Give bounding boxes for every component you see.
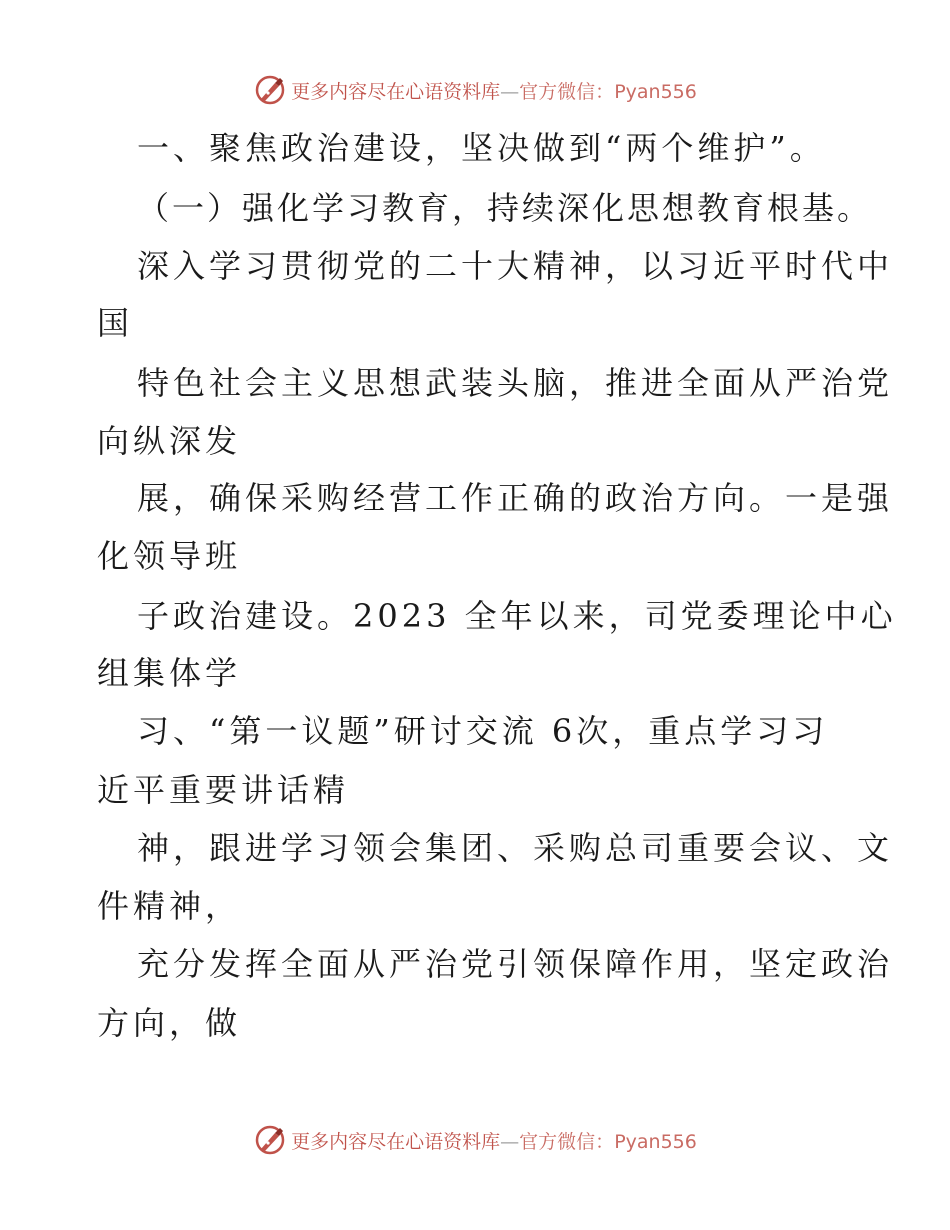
paragraph-line: 特色社会主义思想武装头脑，推进全面从严治党 — [137, 364, 894, 402]
paragraph-line: 习、“第一议题”研讨交流 6次，重点学习习 — [137, 712, 829, 750]
subsection-heading: （一）强化学习教育，持续深化思想教育根基。 — [137, 189, 873, 227]
paragraph-line: 件精神， — [97, 887, 242, 925]
watermark-wechat-label: 官方微信： — [519, 80, 615, 103]
watermark-wechat-label: 官方微信： — [519, 1130, 615, 1153]
watermark-text — [291, 77, 697, 104]
watermark-name: 更多内容尽在心语资料库 — [291, 80, 501, 103]
paragraph-line: 充分发挥全面从严治党引领保障作用，坚定政治 — [137, 945, 894, 983]
footer-watermark — [0, 1122, 950, 1158]
paragraph-line: 近平重要讲话精 — [97, 771, 350, 809]
paragraph-line: 方向，做 — [97, 1004, 242, 1042]
header-watermark — [0, 72, 950, 108]
watermark-name: 更多内容尽在心语资料库 — [291, 1130, 501, 1153]
paragraph-line: 组集体学 — [97, 654, 242, 692]
watermark-separator: — — [500, 80, 520, 103]
watermark-wechat-id: Pyan556 — [614, 1130, 697, 1153]
paragraph-line: 神，跟进学习领会集团、采购总司重要会议、文 — [137, 829, 894, 867]
paragraph-line: 展，确保采购经营工作正确的政治方向。一是强 — [137, 479, 894, 517]
paragraph-line: 向纵深发 — [97, 422, 242, 460]
pen-nib-logo-icon — [253, 1123, 287, 1157]
watermark-text — [291, 1127, 697, 1154]
paragraph-line: 子政治建设。2023 全年以来，司党委理论中心 — [137, 597, 897, 635]
section-heading: 一、聚焦政治建设，坚决做到“两个维护”。 — [137, 129, 826, 167]
paragraph-line: 深入学习贯彻党的二十大精神，以习近平时代中 — [137, 247, 894, 285]
pen-nib-logo-icon — [253, 73, 287, 107]
watermark-wechat-id: Pyan556 — [614, 80, 697, 103]
watermark-separator: — — [500, 1130, 520, 1153]
paragraph-line: 国 — [97, 304, 134, 342]
paragraph-line: 化领导班 — [97, 537, 242, 575]
